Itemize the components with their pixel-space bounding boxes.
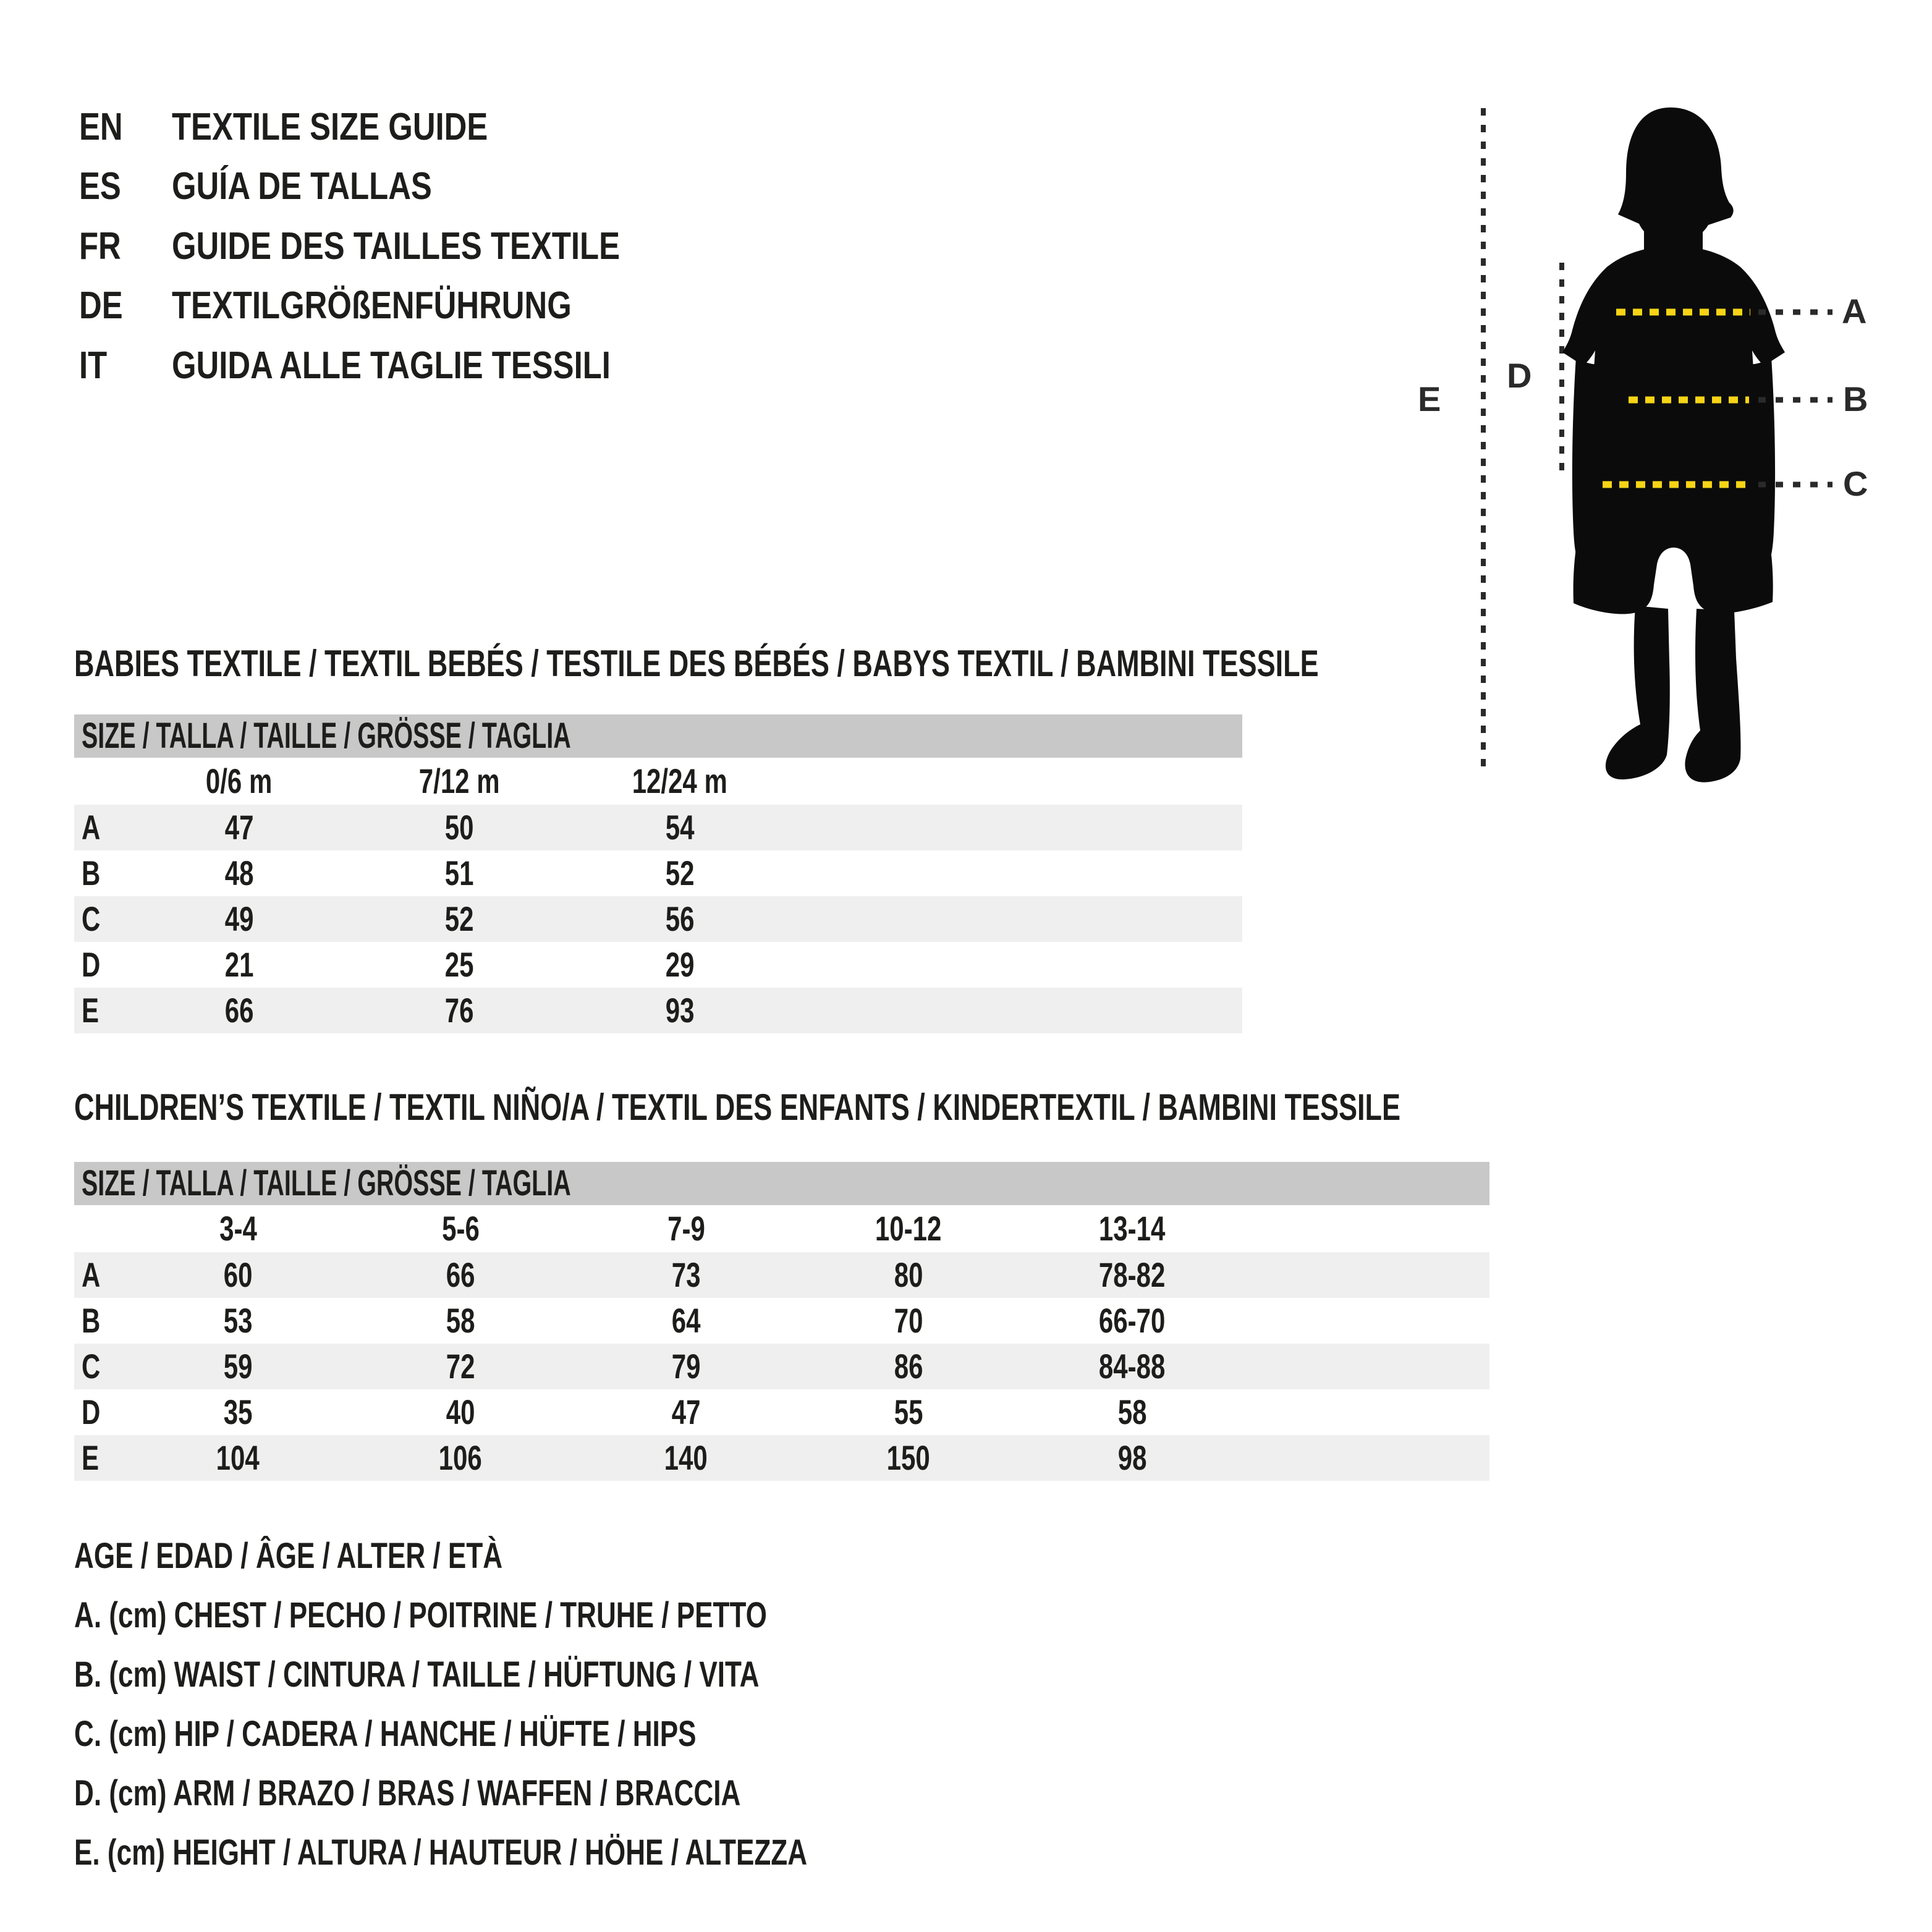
row-label: D — [82, 1392, 101, 1431]
row-label: E — [82, 991, 100, 1030]
column-header: 7/12 m — [418, 761, 500, 800]
table-cell: 60 — [223, 1255, 253, 1294]
silhouette-left-leg — [1606, 606, 1670, 779]
measure-label-c: C — [1843, 464, 1868, 503]
column-header: 5-6 — [441, 1209, 480, 1248]
table-cell: 104 — [216, 1438, 260, 1477]
table-cell: 66-70 — [1099, 1301, 1166, 1340]
lang-row-de — [79, 276, 659, 336]
lang-code: ES — [79, 165, 121, 208]
table-cell: 35 — [223, 1392, 253, 1431]
table-cell: 52 — [665, 854, 695, 892]
babies-size-header-bar: SIZE / TALLA / TAILLE / GRÖSSE / TAGLIA — [74, 714, 1242, 758]
table-cell: 66 — [446, 1255, 475, 1294]
table-cell: 54 — [665, 808, 695, 847]
column-header: 13-14 — [1099, 1209, 1166, 1248]
lang-code: IT — [79, 344, 108, 387]
row-label: C — [82, 899, 101, 938]
table-cell: 47 — [224, 808, 254, 847]
table-cell: 140 — [664, 1438, 708, 1477]
table-cell: 21 — [224, 945, 254, 984]
lang-row-it — [79, 336, 707, 396]
legend-line-age: AGE / EDAD / ÂGE / ALTER / ETÀ — [74, 1536, 503, 1576]
table-row — [74, 1298, 1489, 1344]
table-cell: 78-82 — [1099, 1255, 1166, 1294]
lang-title: GUIDA ALLE TAGLIE TESSILI — [172, 344, 611, 387]
table-cell: 58 — [446, 1301, 475, 1340]
lang-code: DE — [79, 284, 123, 327]
table-cell: 150 — [886, 1438, 931, 1477]
legend-line-chest: A. (cm) CHEST / PECHO / POITRINE / TRUHE / PETTO — [74, 1595, 767, 1635]
children-size-header-bar: SIZE / TALLA / TAILLE / GRÖSSE / TAGLIA — [74, 1162, 1489, 1205]
measure-label-e: E — [1418, 379, 1441, 418]
silhouette-shorts — [1574, 487, 1773, 614]
table-row — [74, 988, 1242, 1033]
lang-title: TEXTILE SIZE GUIDE — [172, 106, 488, 148]
table-row — [74, 850, 1242, 896]
table-row — [74, 942, 1242, 988]
table-row — [74, 896, 1242, 942]
table-row — [74, 1389, 1489, 1435]
row-label: E — [82, 1438, 100, 1477]
lang-row-en — [79, 98, 557, 157]
lang-row-fr — [79, 217, 718, 276]
table-cell: 106 — [438, 1438, 483, 1477]
measure-label-d: D — [1507, 356, 1532, 395]
row-label: D — [82, 945, 101, 984]
legend-line-waist: B. (cm) WAIST / CINTURA / TAILLE / HÜFTUNG / VITA — [74, 1654, 760, 1695]
table-cell: 55 — [894, 1392, 923, 1431]
column-header: 12/24 m — [632, 761, 728, 800]
table-cell: 25 — [444, 945, 474, 984]
table-cell: 98 — [1117, 1438, 1147, 1477]
table-row — [74, 805, 1242, 850]
lang-code: FR — [79, 225, 121, 268]
table-cell: 49 — [224, 899, 254, 938]
table-row — [74, 1252, 1489, 1298]
measure-label-a: A — [1842, 292, 1867, 331]
row-label: A — [82, 808, 101, 847]
babies-column-headers — [74, 758, 1242, 805]
table-cell: 93 — [665, 991, 695, 1030]
children-section-title: CHILDREN’S TEXTILE / TEXTIL NIÑO/A / TEXTIL DES ENFANTS / KINDERTEXTIL / BAMBINI TESSILE — [74, 1087, 1401, 1128]
table-cell: 76 — [444, 991, 474, 1030]
table-row — [74, 1435, 1489, 1481]
table-cell: 47 — [671, 1392, 701, 1431]
silhouette-right-leg — [1685, 609, 1740, 782]
table-cell: 52 — [444, 899, 474, 938]
table-cell: 80 — [894, 1255, 923, 1294]
legend-line-height: E. (cm) HEIGHT / ALTURA / HAUTEUR / HÖHE / ALTEZZA — [74, 1832, 808, 1873]
table-cell: 73 — [671, 1255, 701, 1294]
table-cell: 59 — [223, 1347, 253, 1386]
column-header: 3-4 — [219, 1209, 257, 1248]
lang-code: EN — [79, 106, 123, 148]
row-label: B — [82, 854, 101, 892]
lang-title: TEXTILGRÖßENFÜHRUNG — [172, 284, 572, 327]
lang-title: GUIDE DES TAILLES TEXTILE — [172, 225, 620, 268]
table-cell: 84-88 — [1099, 1347, 1166, 1386]
table-cell: 72 — [446, 1347, 475, 1386]
measure-label-b: B — [1843, 379, 1868, 418]
table-cell: 40 — [446, 1392, 475, 1431]
row-label: A — [82, 1255, 101, 1294]
row-label: C — [82, 1347, 101, 1386]
table-cell: 64 — [671, 1301, 701, 1340]
legend-line-hip: C. (cm) HIP / CADERA / HANCHE / HÜFTE / HIPS — [74, 1714, 697, 1754]
column-header: 7-9 — [667, 1209, 705, 1248]
table-cell: 51 — [444, 854, 474, 892]
table-cell: 58 — [1117, 1392, 1147, 1431]
legend-line-arm: D. (cm) ARM / BRAZO / BRAS / WAFFEN / BRACCIA — [74, 1773, 741, 1813]
table-cell: 66 — [224, 991, 254, 1030]
column-header: 0/6 m — [206, 761, 273, 800]
babies-size-table — [74, 714, 1242, 1033]
children-size-table — [74, 1162, 1489, 1481]
lang-title: GUÍA DE TALLAS — [172, 165, 432, 208]
table-cell: 50 — [444, 808, 474, 847]
column-header: 10-12 — [875, 1209, 942, 1248]
table-cell: 86 — [894, 1347, 923, 1386]
children-column-headers — [74, 1205, 1489, 1252]
table-cell: 29 — [665, 945, 695, 984]
table-cell: 48 — [224, 854, 254, 892]
table-cell: 53 — [223, 1301, 253, 1340]
table-cell: 79 — [671, 1347, 701, 1386]
lang-row-es — [79, 157, 489, 216]
table-cell: 56 — [665, 899, 695, 938]
size-figure-illustration — [1421, 87, 1891, 810]
table-row — [74, 1344, 1489, 1389]
babies-section-title: BABIES TEXTILE / TEXTIL BEBÉS / TESTILE DES BÉBÉS / BABYS TEXTIL / BAMBINI TESSILE — [74, 643, 1319, 684]
table-cell: 70 — [894, 1301, 923, 1340]
row-label: B — [82, 1301, 101, 1340]
